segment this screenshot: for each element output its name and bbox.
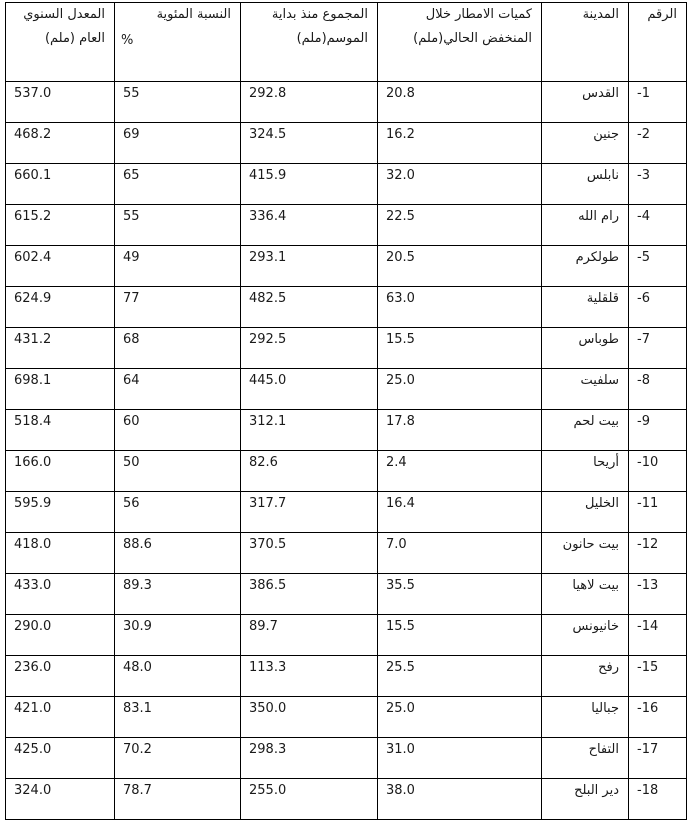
cell-number: -4 (629, 205, 687, 246)
cell-season-total: 292.5 (241, 328, 378, 369)
cell-number: -7 (629, 328, 687, 369)
cell-percentage: 65 (115, 164, 241, 205)
cell-current-depression: 16.4 (378, 492, 542, 533)
cell-percentage: 55 (115, 205, 241, 246)
table-row (6, 738, 687, 779)
cell-city: التفاح (542, 738, 629, 779)
cell-annual-average: 236.0 (6, 656, 115, 697)
header-season-total-line2: الموسم(ملم) (296, 31, 368, 46)
table-row (6, 492, 687, 533)
cell-city: القدس (542, 82, 629, 123)
cell-season-total: 292.8 (241, 82, 378, 123)
cell-city: بيت لحم (542, 410, 629, 451)
header-annual-average (6, 3, 115, 82)
cell-percentage: 50 (115, 451, 241, 492)
cell-number: -14 (629, 615, 687, 656)
header-number-label: الرقم (647, 7, 677, 22)
table-row (6, 656, 687, 697)
cell-number: -5 (629, 246, 687, 287)
header-annual-average-line1: المعدل السنوي (23, 7, 105, 22)
header-percentage-line1: النسبة المئوية (156, 7, 231, 22)
cell-percentage: 64 (115, 369, 241, 410)
cell-current-depression: 22.5 (378, 205, 542, 246)
table-row (6, 451, 687, 492)
header-city-label: المدينة (582, 7, 619, 22)
cell-percentage: 78.7 (115, 779, 241, 820)
table-row (6, 574, 687, 615)
cell-city: جنين (542, 123, 629, 164)
cell-number: -12 (629, 533, 687, 574)
cell-city: قلقلية (542, 287, 629, 328)
header-percentage (115, 3, 241, 82)
cell-number: -16 (629, 697, 687, 738)
cell-current-depression: 32.0 (378, 164, 542, 205)
cell-current-depression: 7.0 (378, 533, 542, 574)
cell-season-total: 350.0 (241, 697, 378, 738)
cell-city: بيت لاهيا (542, 574, 629, 615)
cell-number: -8 (629, 369, 687, 410)
cell-city: أريحا (542, 451, 629, 492)
cell-city: رفح (542, 656, 629, 697)
cell-season-total: 324.5 (241, 123, 378, 164)
rainfall-table (5, 2, 687, 820)
cell-number: -6 (629, 287, 687, 328)
cell-city: نابلس (542, 164, 629, 205)
table-row (6, 82, 687, 123)
cell-annual-average: 660.1 (6, 164, 115, 205)
cell-current-depression: 25.5 (378, 656, 542, 697)
cell-number: -2 (629, 123, 687, 164)
cell-city: طوباس (542, 328, 629, 369)
cell-annual-average: 166.0 (6, 451, 115, 492)
table-row (6, 287, 687, 328)
cell-annual-average: 602.4 (6, 246, 115, 287)
cell-season-total: 82.6 (241, 451, 378, 492)
cell-number: -1 (629, 82, 687, 123)
cell-annual-average: 418.0 (6, 533, 115, 574)
cell-percentage: 55 (115, 82, 241, 123)
cell-percentage: 88.6 (115, 533, 241, 574)
table-header-row (6, 3, 687, 82)
table-row (6, 697, 687, 738)
header-city (542, 3, 629, 82)
cell-season-total: 317.7 (241, 492, 378, 533)
header-current-depression-line2: المنخفض الحالي(ملم) (413, 31, 532, 46)
cell-percentage: 77 (115, 287, 241, 328)
cell-annual-average: 537.0 (6, 82, 115, 123)
cell-number: -18 (629, 779, 687, 820)
table-body (6, 82, 687, 820)
cell-city: سلفيت (542, 369, 629, 410)
cell-current-depression: 63.0 (378, 287, 542, 328)
table-row (6, 205, 687, 246)
cell-percentage: 48.0 (115, 656, 241, 697)
cell-current-depression: 20.5 (378, 246, 542, 287)
table-row (6, 369, 687, 410)
cell-season-total: 298.3 (241, 738, 378, 779)
cell-number: -15 (629, 656, 687, 697)
cell-annual-average: 421.0 (6, 697, 115, 738)
cell-percentage: 30.9 (115, 615, 241, 656)
header-annual-average-line2: العام (ملم) (44, 31, 105, 46)
cell-percentage: 56 (115, 492, 241, 533)
table-row (6, 410, 687, 451)
cell-current-depression: 15.5 (378, 328, 542, 369)
cell-season-total: 370.5 (241, 533, 378, 574)
cell-current-depression: 16.2 (378, 123, 542, 164)
table-row (6, 779, 687, 820)
cell-season-total: 113.3 (241, 656, 378, 697)
table-row (6, 123, 687, 164)
cell-season-total: 386.5 (241, 574, 378, 615)
cell-season-total: 336.4 (241, 205, 378, 246)
cell-percentage: 83.1 (115, 697, 241, 738)
cell-number: -10 (629, 451, 687, 492)
header-number (629, 3, 687, 82)
header-season-total-line1: المجموع منذ بداية (271, 7, 368, 22)
cell-number: -11 (629, 492, 687, 533)
header-season-total (241, 3, 378, 82)
cell-season-total: 482.5 (241, 287, 378, 328)
cell-percentage: 89.3 (115, 574, 241, 615)
table-row (6, 615, 687, 656)
cell-season-total: 293.1 (241, 246, 378, 287)
cell-current-depression: 35.5 (378, 574, 542, 615)
cell-annual-average: 624.9 (6, 287, 115, 328)
cell-season-total: 445.0 (241, 369, 378, 410)
cell-season-total: 89.7 (241, 615, 378, 656)
cell-city: جباليا (542, 697, 629, 738)
cell-number: -3 (629, 164, 687, 205)
cell-current-depression: 20.8 (378, 82, 542, 123)
header-current-depression-line1: كميات الامطار خلال (425, 7, 532, 22)
cell-annual-average: 468.2 (6, 123, 115, 164)
cell-annual-average: 425.0 (6, 738, 115, 779)
cell-annual-average: 433.0 (6, 574, 115, 615)
header-percentage-sign: % (121, 33, 134, 48)
cell-city: الخليل (542, 492, 629, 533)
cell-current-depression: 2.4 (378, 451, 542, 492)
cell-current-depression: 17.8 (378, 410, 542, 451)
cell-annual-average: 431.2 (6, 328, 115, 369)
cell-season-total: 312.1 (241, 410, 378, 451)
cell-number: -13 (629, 574, 687, 615)
cell-current-depression: 31.0 (378, 738, 542, 779)
cell-annual-average: 290.0 (6, 615, 115, 656)
cell-annual-average: 698.1 (6, 369, 115, 410)
cell-annual-average: 615.2 (6, 205, 115, 246)
cell-number: -17 (629, 738, 687, 779)
cell-city: رام الله (542, 205, 629, 246)
cell-city: دير البلح (542, 779, 629, 820)
cell-current-depression: 25.0 (378, 697, 542, 738)
table-row (6, 246, 687, 287)
cell-season-total: 255.0 (241, 779, 378, 820)
table-row (6, 328, 687, 369)
cell-percentage: 68 (115, 328, 241, 369)
cell-current-depression: 38.0 (378, 779, 542, 820)
header-current-depression (378, 3, 542, 82)
cell-percentage: 49 (115, 246, 241, 287)
cell-annual-average: 518.4 (6, 410, 115, 451)
cell-current-depression: 25.0 (378, 369, 542, 410)
cell-percentage: 60 (115, 410, 241, 451)
cell-percentage: 69 (115, 123, 241, 164)
cell-city: طولكرم (542, 246, 629, 287)
cell-percentage: 70.2 (115, 738, 241, 779)
cell-season-total: 415.9 (241, 164, 378, 205)
cell-annual-average: 595.9 (6, 492, 115, 533)
table-row (6, 164, 687, 205)
cell-current-depression: 15.5 (378, 615, 542, 656)
cell-number: -9 (629, 410, 687, 451)
cell-city: بيت حانون (542, 533, 629, 574)
table-row (6, 533, 687, 574)
cell-city: خانيونس (542, 615, 629, 656)
cell-annual-average: 324.0 (6, 779, 115, 820)
